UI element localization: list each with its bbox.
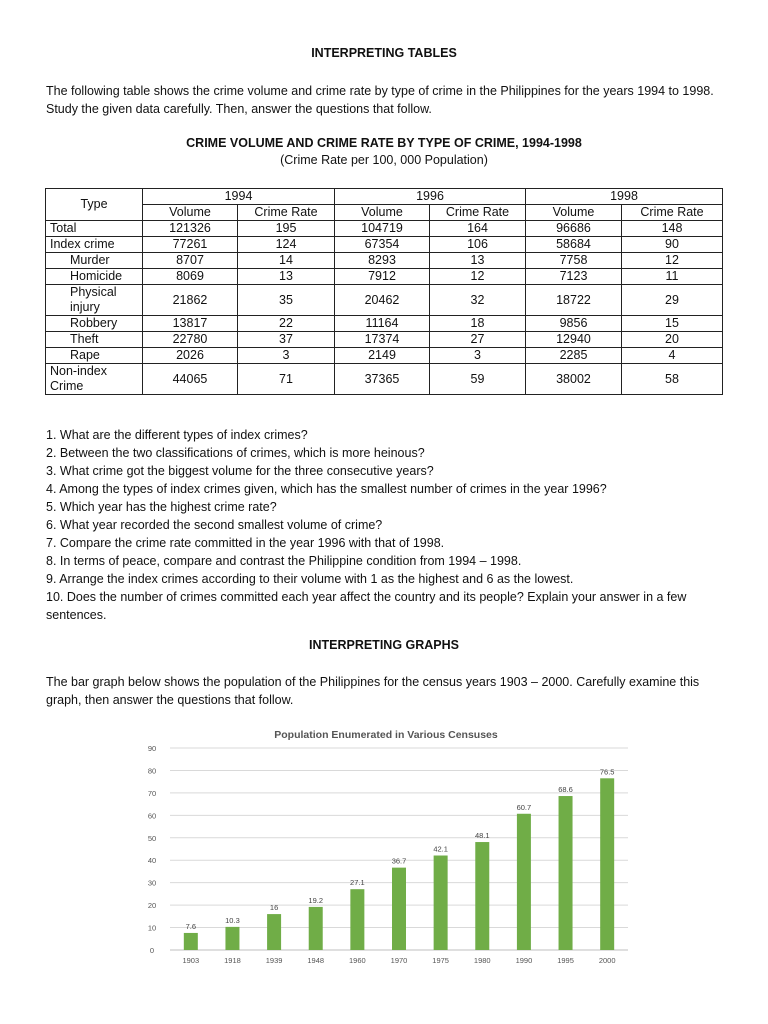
question-item: 10. Does the number of crimes committed each year affect the country and its people? Explain your answer in a few sentences.: [46, 590, 687, 622]
table-cell: 2149: [335, 348, 430, 364]
question-item: 7. Compare the crime rate committed in the year 1996 with that of 1998.: [46, 536, 445, 550]
type-cell: Homicide: [46, 269, 143, 285]
x-tick-label: 1980: [473, 956, 491, 965]
bar: [517, 814, 531, 950]
type-cell: Index crime: [46, 237, 143, 253]
y-tick-label: 40: [147, 856, 157, 866]
section-title-graphs: INTERPRETING GRAPHS: [308, 638, 459, 652]
question-item: 9. Arrange the index crimes according to their volume with 1 as the highest and 6 as the lowest.: [46, 572, 574, 586]
y-tick-label: 80: [147, 766, 157, 776]
section-title-tables: INTERPRETING TABLES: [311, 46, 457, 60]
subheader-cell: Volume: [335, 205, 430, 221]
data-label: 16: [269, 903, 279, 913]
bar: [225, 927, 239, 950]
data-label: 76.5: [599, 767, 615, 777]
table-cell: 11: [622, 269, 723, 285]
chart-title: Population Enumerated in Various Censuses: [274, 729, 498, 741]
table-cell: 37: [238, 332, 335, 348]
table-cell: 12940: [526, 332, 622, 348]
table-row: [46, 221, 723, 237]
table-row: [46, 364, 723, 395]
y-tick-label: 50: [147, 833, 157, 843]
type-cell: Murder: [46, 253, 143, 269]
subheader-cell: Crime Rate: [430, 205, 526, 221]
y-tick-label: 10: [147, 923, 157, 933]
table-cell: 3: [238, 348, 335, 364]
table-cell: 29: [622, 285, 723, 316]
table-cell: 20462: [335, 285, 430, 316]
table-cell: 32: [430, 285, 526, 316]
table-cell: 13: [430, 253, 526, 269]
type-cell: Total: [46, 221, 143, 237]
bar: [475, 842, 489, 950]
table-cell: 12: [430, 269, 526, 285]
y-tick-label: 70: [147, 788, 157, 798]
chart-y-axis: [148, 744, 156, 955]
table-row: [46, 285, 723, 316]
table-row: [46, 348, 723, 364]
table-cell: 37365: [335, 364, 430, 395]
graphs-intro: The bar graph below shows the population of the Philippines for the census years 1903 – 2000. Carefully examine this graph, then answer the questions that follow.: [46, 675, 700, 707]
y-tick-label: 0: [149, 946, 155, 955]
table-cell: 22: [238, 316, 335, 332]
table-subheader-row: [46, 205, 723, 221]
table-cell: 148: [622, 221, 723, 237]
table-cell: 38002: [526, 364, 622, 395]
bar: [392, 868, 406, 950]
x-tick-label: 1975: [432, 956, 449, 965]
table-cell: 77261: [143, 237, 238, 253]
table-cell: 11164: [335, 316, 430, 332]
table-cell: 7123: [526, 269, 622, 285]
data-label: 48.1: [474, 831, 490, 841]
table-cell: 7758: [526, 253, 622, 269]
table-cell: 2285: [526, 348, 622, 364]
x-tick-label: 1918: [224, 956, 241, 965]
data-label: 42.1: [433, 844, 448, 854]
table-cell: 121326: [143, 221, 238, 237]
subheader-cell: Crime Rate: [238, 205, 335, 221]
x-tick-label: 2000: [598, 956, 616, 965]
data-label: 27.1: [350, 878, 365, 888]
question-list: [46, 426, 726, 624]
bar: [267, 914, 281, 950]
table-cell: 14: [238, 253, 335, 269]
table-cell: 8069: [143, 269, 238, 285]
year-header: 1994: [143, 189, 335, 205]
table-cell: 22780: [143, 332, 238, 348]
type-header: Type: [46, 189, 143, 221]
table-cell: 21862: [143, 285, 238, 316]
table-cell: 13: [238, 269, 335, 285]
table-cell: 96686: [526, 221, 622, 237]
table-cell: 13817: [143, 316, 238, 332]
y-tick-label: 30: [147, 878, 157, 888]
bar: [600, 778, 614, 950]
question-item: 5. Which year has the highest crime rate?: [46, 500, 277, 514]
table-cell: 106: [430, 237, 526, 253]
subheader-cell: Crime Rate: [622, 205, 723, 221]
question-item: 4. Among the types of index crimes given, which has the smallest number of crimes in the year 1996?: [46, 482, 607, 496]
table-cell: 7912: [335, 269, 430, 285]
table-cell: 58: [622, 364, 723, 395]
table-row: [46, 269, 723, 285]
type-cell: Rape: [46, 348, 143, 364]
table-cell: 8707: [143, 253, 238, 269]
table-cell: 17374: [335, 332, 430, 348]
table-cell: 90: [622, 237, 723, 253]
data-label: 7.6: [185, 921, 197, 931]
table-row: [46, 237, 723, 253]
table-cell: 3: [430, 348, 526, 364]
population-bar-chart: [140, 722, 640, 972]
question-item: 6. What year recorded the second smallest volume of crime?: [46, 518, 383, 532]
table-cell: 35: [238, 285, 335, 316]
table-cell: 124: [238, 237, 335, 253]
table-cell: 59: [430, 364, 526, 395]
table-row: [46, 332, 723, 348]
data-label: 36.7: [391, 856, 407, 866]
table-header-row: [46, 189, 723, 205]
y-tick-label: 90: [147, 744, 157, 753]
table-cell: 104719: [335, 221, 430, 237]
x-tick-label: 1939: [265, 956, 283, 965]
x-tick-label: 1990: [515, 956, 533, 965]
year-header: 1998: [526, 189, 723, 205]
chart-x-axis: [182, 956, 615, 965]
y-tick-label: 60: [147, 811, 157, 821]
table-cell: 12: [622, 253, 723, 269]
x-tick-label: 1970: [390, 956, 408, 965]
table-cell: 58684: [526, 237, 622, 253]
table-row: [46, 253, 723, 269]
table-cell: 195: [238, 221, 335, 237]
table-cell: 44065: [143, 364, 238, 395]
type-cell: Physical injury: [46, 285, 143, 316]
question-item: 2. Between the two classifications of crimes, which is more heinous?: [46, 446, 425, 460]
table-cell: 71: [238, 364, 335, 395]
table-cell: 4: [622, 348, 723, 364]
type-cell: Robbery: [46, 316, 143, 332]
table-title: CRIME VOLUME AND CRIME RATE BY TYPE OF CRIME, 1994-1998: [186, 136, 582, 150]
bar: [184, 933, 198, 950]
x-tick-label: 1960: [349, 956, 366, 965]
table-cell: 15: [622, 316, 723, 332]
x-tick-label: 1995: [557, 956, 574, 965]
question-item: 3. What crime got the biggest volume for the three consecutive years?: [46, 464, 434, 478]
subheader-cell: Volume: [526, 205, 622, 221]
data-label: 60.7: [516, 802, 532, 812]
table-cell: 9856: [526, 316, 622, 332]
table-row: [46, 316, 723, 332]
subheader-cell: Volume: [143, 205, 238, 221]
table-cell: 67354: [335, 237, 430, 253]
data-label: 10.3: [225, 915, 240, 925]
type-cell: Theft: [46, 332, 143, 348]
crime-table: [45, 188, 723, 395]
table-subtitle: (Crime Rate per 100, 000 Population): [280, 153, 488, 167]
year-header: 1996: [335, 189, 526, 205]
bar: [350, 889, 364, 950]
x-tick-label: 1903: [182, 956, 200, 965]
table-cell: 8293: [335, 253, 430, 269]
question-item: 1. What are the different types of index crimes?: [46, 428, 308, 442]
table-cell: 27: [430, 332, 526, 348]
data-label: 19.2: [308, 895, 324, 905]
tables-intro: The following table shows the crime volume and crime rate by type of crime in the Philippines for the years 1994 to 1998. Study the given data carefully. Then, answer the questions that follow.: [46, 84, 714, 116]
table-cell: 20: [622, 332, 723, 348]
bar: [309, 907, 323, 950]
table-cell: 18722: [526, 285, 622, 316]
x-tick-label: 1948: [307, 956, 325, 965]
table-cell: 2026: [143, 348, 238, 364]
data-label: 68.6: [558, 785, 573, 795]
question-item: 8. In terms of peace, compare and contrast the Philippine condition from 1994 – 1998.: [46, 554, 522, 568]
bar: [434, 856, 448, 950]
table-cell: 18: [430, 316, 526, 332]
bar: [559, 796, 573, 950]
y-tick-label: 20: [147, 901, 157, 911]
table-cell: 164: [430, 221, 526, 237]
type-cell: Non-index Crime: [46, 364, 143, 395]
